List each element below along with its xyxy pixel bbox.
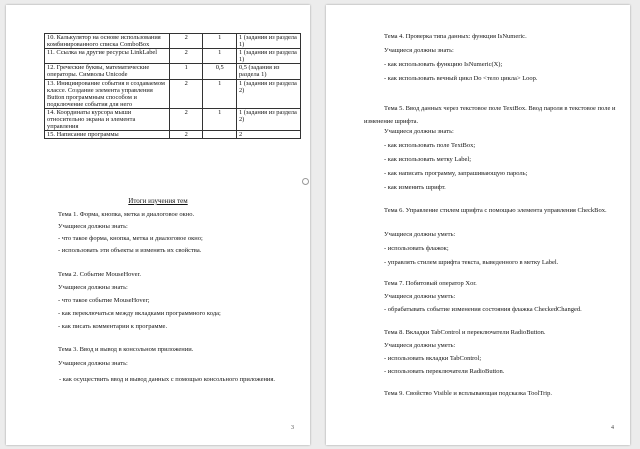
table-row [45, 131, 301, 139]
document-page-left [6, 5, 310, 445]
table-cell-practice: 0,5 (задания из раздела 1) [236, 64, 300, 79]
section-heading: Итоги изучения тем [128, 197, 188, 205]
topic-title: Тема 8. Вкладки TabControl и переключатели RadioButton. [384, 329, 546, 336]
table-cell-topic: 14. Координаты курсора мыши относительно экрана и элемента управления [45, 108, 170, 130]
table-cell-topic: 12. Греческие буквы, математические операторы. Символы Unicode [45, 64, 170, 79]
table-cell-hours: 2 [169, 131, 203, 139]
table-cell-theory: 1 [203, 108, 237, 130]
table-cell-hours: 2 [169, 49, 203, 64]
requirement-intro: Учащиеся должны уметь: [384, 342, 456, 349]
requirement-item: - как изменить шрифт. [384, 184, 446, 191]
topic-title: Тема 4. Проверка типа данных: функция IsNumeric. [384, 33, 527, 40]
requirement-item: - как осуществить ввод и вывод данных с помощью консольного приложения. [59, 376, 276, 383]
table-cell-topic: 11. Ссылка на другие ресурсы LinkLabel [45, 49, 170, 64]
table-cell-theory: 1 [203, 34, 237, 49]
requirement-intro: Учащиеся должны уметь: [384, 293, 456, 300]
table-cell-theory [203, 131, 237, 139]
topic-title: Тема 2. Событие MouseHover. [58, 271, 141, 278]
requirement-item: - как написать программу, запрашивающую пароль; [384, 170, 528, 177]
requirement-intro: Учащиеся должны уметь: [384, 231, 456, 238]
table-cell-hours: 1 [169, 64, 203, 79]
page-number: 3 [291, 425, 294, 431]
topic-title: Тема 6. Управление стилем шрифта с помощью элемента управления CheckBox. [384, 207, 607, 214]
topic-title: Тема 7. Побитовый оператор Xor. [384, 280, 477, 287]
topic-title: Тема 9. Свойство Visible и всплывающая подсказка ToolTrip. [384, 390, 552, 397]
requirement-intro: Учащиеся должны знать: [384, 47, 454, 54]
table-corner-marker-icon [302, 178, 309, 185]
table-cell-theory: 1 [203, 49, 237, 64]
table-cell-hours: 2 [169, 108, 203, 130]
requirement-item: - как переключаться между вкладками программного кода; [58, 310, 221, 317]
requirement-item: - использовать вкладки TabControl; [384, 355, 482, 362]
table-cell-topic: 15. Написание программы [45, 131, 170, 139]
requirement-item: - что такое форма, кнопка, метка и диалоговое окно; [58, 235, 203, 242]
table-cell-practice: 1 (задания из раздела 1) [236, 34, 300, 49]
requirement-item: - использовать эти объекты и изменять их свойства. [58, 247, 202, 254]
requirement-item: - как использовать поле TextBox; [384, 142, 476, 149]
table-cell-theory: 0,5 [203, 64, 237, 79]
table-row [45, 34, 301, 49]
requirement-item: - управлять стилем шрифта текста, выведенного в метку Label. [384, 259, 559, 266]
lesson-hours-table [44, 33, 301, 139]
table-cell-topic: 10. Калькулятор на основе использования комбинированного списка ComboBox [45, 34, 170, 49]
requirement-intro: Учащиеся должны знать: [58, 223, 128, 230]
table-row [45, 49, 301, 64]
requirement-intro: Учащиеся должны знать: [58, 284, 128, 291]
topic-title: Тема 1. Форма, кнопка, метка и диалоговое окно. [58, 211, 195, 218]
requirement-item: - как использовать метку Label; [384, 156, 472, 163]
table-cell-topic: 13. Инициирование события в создаваемом классе. Создание элемента управления Button программным способом и подключение события для него [45, 79, 170, 108]
requirement-item: - обрабатывать событие изменения состояния флажка CheckedChanged. [384, 306, 582, 313]
table-cell-practice: 1 (задания из раздела 2) [236, 79, 300, 108]
table-cell-hours: 2 [169, 34, 203, 49]
requirement-item: - как использовать функцию IsNumeric(X); [384, 61, 503, 68]
requirement-item: - как использовать вечный цикл Do <тело цикла> Loop. [384, 75, 538, 82]
topic-title: Тема 3. Ввод и вывод в консольном приложении. [58, 346, 194, 353]
table-cell-practice: 1 (задания из раздела 2) [236, 108, 300, 130]
table-row [45, 64, 301, 79]
document-page-right [326, 5, 630, 445]
table-row [45, 108, 301, 130]
table-row [45, 79, 301, 108]
page-number: 4 [611, 425, 614, 431]
table-cell-practice: 2 [236, 131, 300, 139]
requirement-intro: Учащиеся должны знать: [58, 360, 128, 367]
requirement-item: - использовать флажок; [384, 245, 449, 252]
topic-title: Тема 5. Ввод данных через текстовое поле TextBox. Ввод пароля в текстовое поле и изменение шрифта. [364, 105, 616, 125]
table-cell-theory: 1 [203, 79, 237, 108]
requirement-item: - как писать комментарии к программе. [58, 323, 168, 330]
requirement-item: - использовать переключатели RadioButton. [384, 368, 505, 375]
requirement-item: - что такое событие MouseHover; [58, 297, 150, 304]
table-cell-hours: 2 [169, 79, 203, 108]
table-cell-practice: 1 (задания из раздела 1) [236, 49, 300, 64]
requirement-intro: Учащиеся должны знать: [384, 128, 454, 135]
